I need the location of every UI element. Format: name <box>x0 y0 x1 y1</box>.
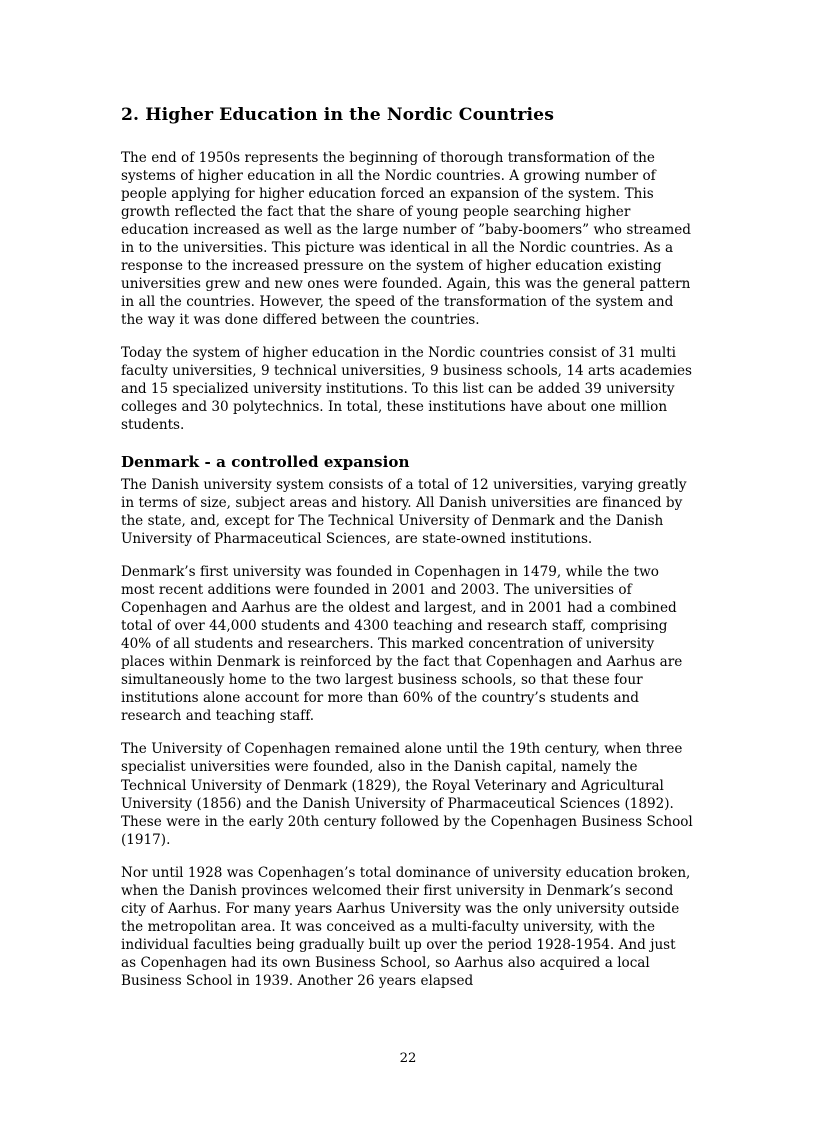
section-heading-denmark: Denmark - a controlled expansion <box>121 453 410 472</box>
page-content-body <box>121 105 693 990</box>
paragraph-intro-transformation: The end of 1950s represents the beginning of thorough transformation of the systems of higher education in all the Nordic countries. A growing number of people applying for higher education forced an expansion of the system. This growth reflected the fact that the share of young people searching higher education increased as well as the large number of ”baby-boomers” who streamed in to the universities. This picture was identical in all the Nordic countries. As a response to the increased pressure on the system of higher education existing universities grew and new ones were founded. Again, this was the general pattern in all the countries. However, the speed of the transformation of the system and the way it was done differed between the countries. <box>121 149 691 328</box>
page-number: 22 <box>399 1051 417 1066</box>
section-denmark <box>121 453 693 990</box>
paragraph-copenhagen-specialist-universities: The University of Copenhagen remained alone until the 19th century, when three specialist universities were founded, also in the Danish capital, namely the Technical University of Denmark (1829), the Royal Veterinary and Agricultural University (1856) and the Danish University of Pharmaceutical Sciences (1892). These were in the early 20th century followed by the Copenhagen Business School (1917). <box>121 741 693 848</box>
paragraph-denmark-first-university: Denmark’s first university was founded in Copenhagen in 1479, while the two most recent additions were founded in 2001 and 2003. The universities of Copenhagen and Aarhus are the oldest and largest, and in 2001 had a combined total of over 44,000 students and 4300 teaching and research staff, comprising 40% of all students and researchers. This marked concentration of university places within Denmark is reinforced by the fact that Copenhagen and Aarhus are simultaneously home to the two largest business schools, so that these four institutions alone account for more than 60% of the country’s students and research and teaching staff. <box>121 564 683 725</box>
paragraph-danish-university-system: The Danish university system consists of a total of 12 universities, varying greatly in terms of size, subject areas and history. All Danish universities are financed by the state, and, except for The Technical University of Denmark and the Danish University of Pharmaceutical Sciences, are state-owned institutions. <box>121 476 687 547</box>
paragraph-nordic-system-counts: Today the system of higher education in the Nordic countries consist of 31 multi faculty universities, 9 technical universities, 9 business schools, 14 arts academies and 15 specialized university institutions. To this list can be added 39 university colleges and 30 polytechnics. In total, these institutions have about one million students. <box>121 344 693 434</box>
chapter-heading: 2. Higher Education in the Nordic Countries <box>121 105 554 125</box>
paragraph-aarhus-university: Nor until 1928 was Copenhagen’s total dominance of university education broken, when the Danish provinces welcomed their first university in Denmark’s second city of Aarhus. For many years Aarhus University was the only university outside the metropolitan area. It was conceived as a multi-faculty university, with the individual faculties being gradually built up over the period 1928-1954. And just as Copenhagen had its own Business School, so Aarhus also acquired a local Business School in 1939. Another 26 years elapsed <box>121 864 691 989</box>
